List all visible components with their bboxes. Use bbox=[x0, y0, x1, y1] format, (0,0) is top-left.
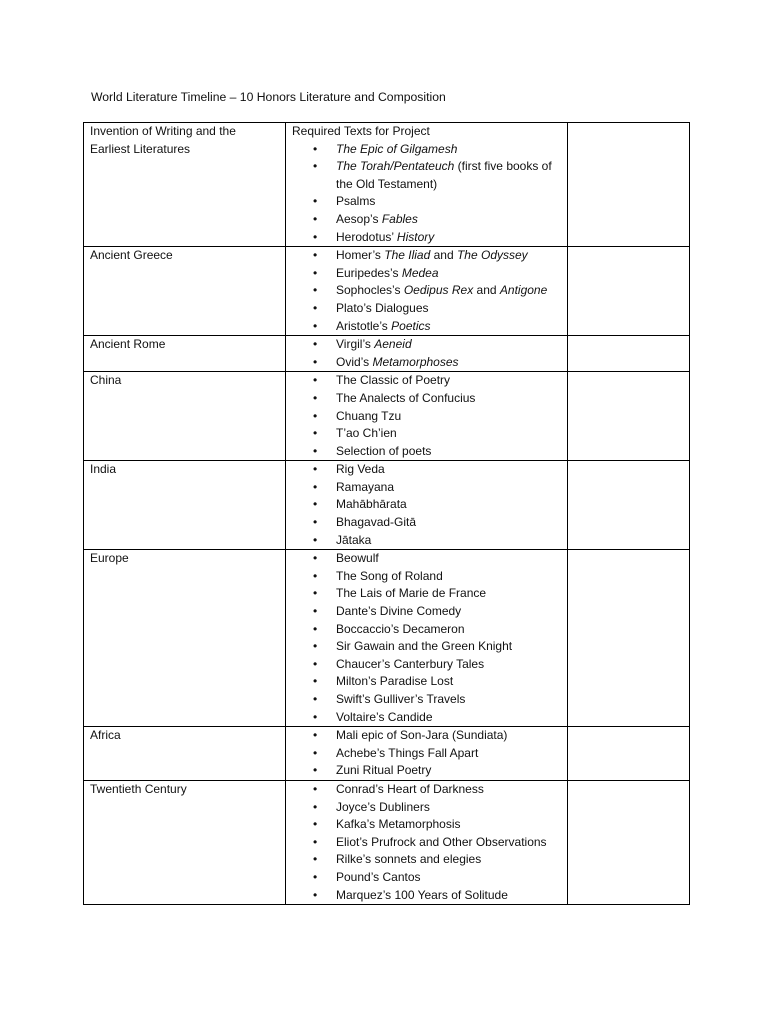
list-item bbox=[286, 390, 567, 408]
list-item-text: and bbox=[473, 283, 500, 298]
italic-title-text: Aeneid bbox=[374, 337, 412, 352]
blank-cell bbox=[568, 336, 690, 372]
bullet-icon: • bbox=[313, 194, 318, 209]
list-item-text: Sophocles’s bbox=[336, 283, 404, 298]
list-item bbox=[286, 265, 567, 283]
list-item bbox=[286, 869, 567, 887]
list-item bbox=[286, 372, 567, 390]
bullet-icon: • bbox=[313, 265, 318, 280]
period-cell bbox=[84, 727, 286, 781]
bullet-icon: • bbox=[313, 515, 318, 530]
bullet-icon: • bbox=[313, 568, 318, 583]
list-item bbox=[286, 318, 567, 336]
bullet-icon: • bbox=[313, 852, 318, 867]
list-item-text: Ramayana bbox=[336, 479, 395, 494]
list-item-text: Beowulf bbox=[336, 551, 379, 566]
list-item-text: Dante’s Divine Comedy bbox=[336, 604, 462, 619]
period-label: Ancient Greece bbox=[90, 248, 173, 263]
bullet-icon: • bbox=[313, 621, 318, 636]
blank-cell bbox=[568, 780, 690, 904]
list-item bbox=[286, 638, 567, 656]
list-item bbox=[286, 745, 567, 763]
list-item bbox=[286, 568, 567, 586]
list-item bbox=[286, 211, 567, 229]
list-item-text: Swift’s Gulliver’s Travels bbox=[336, 692, 466, 706]
italic-title-text: The Torah/Pentateuch bbox=[336, 159, 455, 174]
text-list bbox=[286, 247, 567, 335]
required-texts-cell bbox=[286, 550, 568, 727]
period-cell bbox=[84, 780, 286, 904]
italic-title-text: The Epic of Gilgamesh bbox=[336, 141, 458, 156]
list-item bbox=[286, 656, 567, 674]
list-item bbox=[286, 443, 567, 461]
list-item-text: Psalms bbox=[336, 194, 376, 209]
list-item-text: Aristotle’s bbox=[336, 318, 392, 333]
required-texts-cell bbox=[286, 123, 568, 247]
list-item bbox=[286, 247, 567, 265]
italic-title-text: Oedipus Rex bbox=[403, 283, 474, 298]
blank-cell bbox=[568, 372, 690, 461]
list-item bbox=[286, 229, 567, 247]
list-item-text: Chaucer’s Canterbury Tales bbox=[336, 656, 485, 671]
bullet-icon: • bbox=[313, 887, 318, 902]
list-item bbox=[286, 158, 567, 193]
list-item-text: The Song of Roland bbox=[336, 568, 443, 583]
list-item-text: Plato’s Dialogues bbox=[336, 300, 429, 315]
list-item bbox=[286, 603, 567, 621]
list-item-text: Pound’s Cantos bbox=[336, 869, 421, 884]
list-item-text: (first five books of the Old Testament) bbox=[336, 159, 552, 191]
required-texts-cell bbox=[286, 461, 568, 550]
list-item-text: Homer’s bbox=[336, 248, 385, 263]
list-item-text: Jātaka bbox=[336, 532, 372, 547]
bullet-icon: • bbox=[313, 604, 318, 619]
list-item-text: The Analects of Confucius bbox=[336, 390, 476, 405]
list-item bbox=[286, 727, 567, 745]
list-item bbox=[286, 673, 567, 691]
italic-title-text: Fables bbox=[381, 211, 418, 226]
list-item-text: T’ao Ch’ien bbox=[336, 426, 397, 441]
bullet-icon: • bbox=[313, 426, 318, 441]
list-item-text: Chuang Tzu bbox=[336, 408, 402, 423]
list-item bbox=[286, 691, 567, 709]
period-label: Europe bbox=[90, 551, 129, 566]
period-cell bbox=[84, 336, 286, 372]
bullet-icon: • bbox=[313, 692, 318, 706]
list-item bbox=[286, 762, 567, 780]
bullet-icon: • bbox=[313, 656, 318, 671]
list-item-text: Voltaire’s Candide bbox=[336, 709, 433, 724]
bullet-icon: • bbox=[313, 318, 318, 333]
list-item bbox=[286, 336, 567, 354]
required-texts-cell bbox=[286, 336, 568, 372]
bullet-icon: • bbox=[313, 408, 318, 423]
text-list bbox=[286, 727, 567, 780]
table-row bbox=[84, 550, 690, 727]
bullet-icon: • bbox=[313, 479, 318, 494]
text-list bbox=[286, 781, 567, 904]
bullet-icon: • bbox=[313, 799, 318, 814]
blank-cell bbox=[568, 247, 690, 336]
period-label: India bbox=[90, 462, 117, 477]
bullet-icon: • bbox=[313, 337, 318, 352]
list-item-text: The Lais of Marie de France bbox=[336, 586, 487, 601]
text-list bbox=[286, 550, 567, 726]
list-item-text: Mahābhārata bbox=[336, 497, 407, 512]
bullet-icon: • bbox=[313, 817, 318, 832]
list-item-text: Aesop’s bbox=[336, 211, 382, 226]
list-item bbox=[286, 514, 567, 532]
period-cell bbox=[84, 123, 286, 247]
list-item-text: Marquez’s 100 Years of Solitude bbox=[336, 887, 508, 902]
table-row bbox=[84, 336, 690, 372]
timeline-body bbox=[84, 123, 690, 905]
bullet-icon: • bbox=[313, 869, 318, 884]
italic-title-text: Poetics bbox=[391, 318, 431, 333]
table-row bbox=[84, 247, 690, 336]
period-label: China bbox=[90, 373, 122, 388]
table-row bbox=[84, 727, 690, 781]
bullet-icon: • bbox=[313, 551, 318, 566]
bullet-icon: • bbox=[313, 354, 318, 369]
list-item bbox=[286, 496, 567, 514]
list-item bbox=[286, 141, 567, 159]
italic-title-text: Metamorphoses bbox=[372, 354, 459, 369]
page-title: World Literature Timeline – 10 Honors Literature and Composition bbox=[91, 90, 446, 104]
table-row bbox=[84, 372, 690, 461]
list-item-text: Herodotus’ bbox=[336, 229, 397, 244]
bullet-icon: • bbox=[313, 745, 318, 760]
list-item-text: Joyce’s Dubliners bbox=[336, 799, 430, 814]
table-row bbox=[84, 123, 690, 247]
blank-cell bbox=[568, 123, 690, 247]
blank-cell bbox=[568, 727, 690, 781]
bullet-icon: • bbox=[313, 159, 318, 174]
table-row bbox=[84, 780, 690, 904]
list-item-text: Mali epic of Son-Jara (Sundiata) bbox=[336, 728, 508, 743]
list-item-text: Boccaccio’s Decameron bbox=[336, 621, 465, 636]
bullet-icon: • bbox=[313, 300, 318, 315]
italic-title-text: History bbox=[396, 229, 435, 244]
timeline-table bbox=[83, 122, 690, 905]
bullet-icon: • bbox=[313, 497, 318, 512]
period-cell bbox=[84, 461, 286, 550]
bullet-icon: • bbox=[313, 283, 318, 298]
text-list bbox=[286, 461, 567, 549]
bullet-icon: • bbox=[313, 763, 318, 778]
list-item bbox=[286, 781, 567, 799]
bullet-icon: • bbox=[313, 248, 318, 263]
period-label: Africa bbox=[90, 728, 121, 743]
required-texts-cell bbox=[286, 780, 568, 904]
bullet-icon: • bbox=[313, 728, 318, 743]
bullet-icon: • bbox=[313, 141, 318, 156]
required-texts-cell bbox=[286, 727, 568, 781]
bullet-icon: • bbox=[313, 834, 318, 849]
italic-title-text: The Odyssey bbox=[456, 248, 528, 263]
period-cell bbox=[84, 372, 286, 461]
list-item bbox=[286, 300, 567, 318]
text-list bbox=[286, 372, 567, 460]
list-item-text: Sir Gawain and the Green Knight bbox=[336, 639, 513, 654]
period-label: Ancient Rome bbox=[90, 337, 166, 352]
blank-cell bbox=[568, 550, 690, 727]
period-label: Twentieth Century bbox=[90, 781, 187, 796]
required-texts-cell bbox=[286, 372, 568, 461]
list-item-text: Achebe’s Things Fall Apart bbox=[336, 745, 479, 760]
bullet-icon: • bbox=[313, 373, 318, 388]
bullet-icon: • bbox=[313, 390, 318, 405]
list-item bbox=[286, 479, 567, 497]
period-cell bbox=[84, 247, 286, 336]
list-item-text: Euripedes’s bbox=[336, 265, 402, 280]
italic-title-text: The Iliad bbox=[384, 248, 431, 263]
list-item-text: Rig Veda bbox=[336, 462, 385, 477]
list-item-text: The Classic of Poetry bbox=[336, 373, 451, 388]
list-item bbox=[286, 834, 567, 852]
list-item bbox=[286, 851, 567, 869]
text-list bbox=[286, 336, 567, 371]
required-texts-cell bbox=[286, 247, 568, 336]
list-item bbox=[286, 532, 567, 550]
list-item-text: Selection of poets bbox=[336, 443, 432, 458]
bullet-icon: • bbox=[313, 532, 318, 547]
list-item bbox=[286, 461, 567, 479]
list-item bbox=[286, 816, 567, 834]
bullet-icon: • bbox=[313, 674, 318, 689]
blank-cell bbox=[568, 461, 690, 550]
list-item bbox=[286, 550, 567, 568]
table-row bbox=[84, 461, 690, 550]
italic-title-text: Antigone bbox=[499, 283, 548, 298]
bullet-icon: • bbox=[313, 709, 318, 724]
list-item-text: Zuni Ritual Poetry bbox=[336, 763, 432, 778]
list-item bbox=[286, 709, 567, 727]
list-item bbox=[286, 408, 567, 426]
period-cell bbox=[84, 550, 286, 727]
bullet-icon: • bbox=[313, 462, 318, 477]
list-item bbox=[286, 282, 567, 300]
list-item bbox=[286, 193, 567, 211]
list-item bbox=[286, 354, 567, 372]
list-item-text: Ovid’s bbox=[336, 354, 373, 369]
list-item-text: Conrad’s Heart of Darkness bbox=[336, 781, 484, 796]
bullet-icon: • bbox=[313, 443, 318, 458]
list-item bbox=[286, 425, 567, 443]
bullet-icon: • bbox=[313, 229, 318, 244]
list-item-text: Eliot’s Prufrock and Other Observations bbox=[336, 834, 547, 849]
bullet-icon: • bbox=[313, 211, 318, 226]
list-item-text: Kafka’s Metamorphosis bbox=[336, 817, 461, 832]
list-item-text: Rilke’s sonnets and elegies bbox=[336, 852, 482, 867]
list-item bbox=[286, 799, 567, 817]
required-texts-heading: Required Texts for Project bbox=[292, 124, 430, 138]
period-label: Invention of Writing and the Earliest Literatures bbox=[90, 124, 236, 156]
list-item-text: and bbox=[430, 248, 457, 263]
list-item bbox=[286, 887, 567, 905]
list-item-text: Bhagavad-Gitā bbox=[336, 515, 417, 530]
bullet-icon: • bbox=[313, 639, 318, 654]
bullet-icon: • bbox=[313, 781, 318, 796]
list-item bbox=[286, 585, 567, 603]
list-item-text: Virgil’s bbox=[336, 337, 375, 352]
italic-title-text: Medea bbox=[401, 265, 439, 280]
list-item bbox=[286, 621, 567, 639]
list-item-text: Milton’s Paradise Lost bbox=[336, 674, 454, 689]
text-list bbox=[286, 141, 567, 247]
bullet-icon: • bbox=[313, 586, 318, 601]
